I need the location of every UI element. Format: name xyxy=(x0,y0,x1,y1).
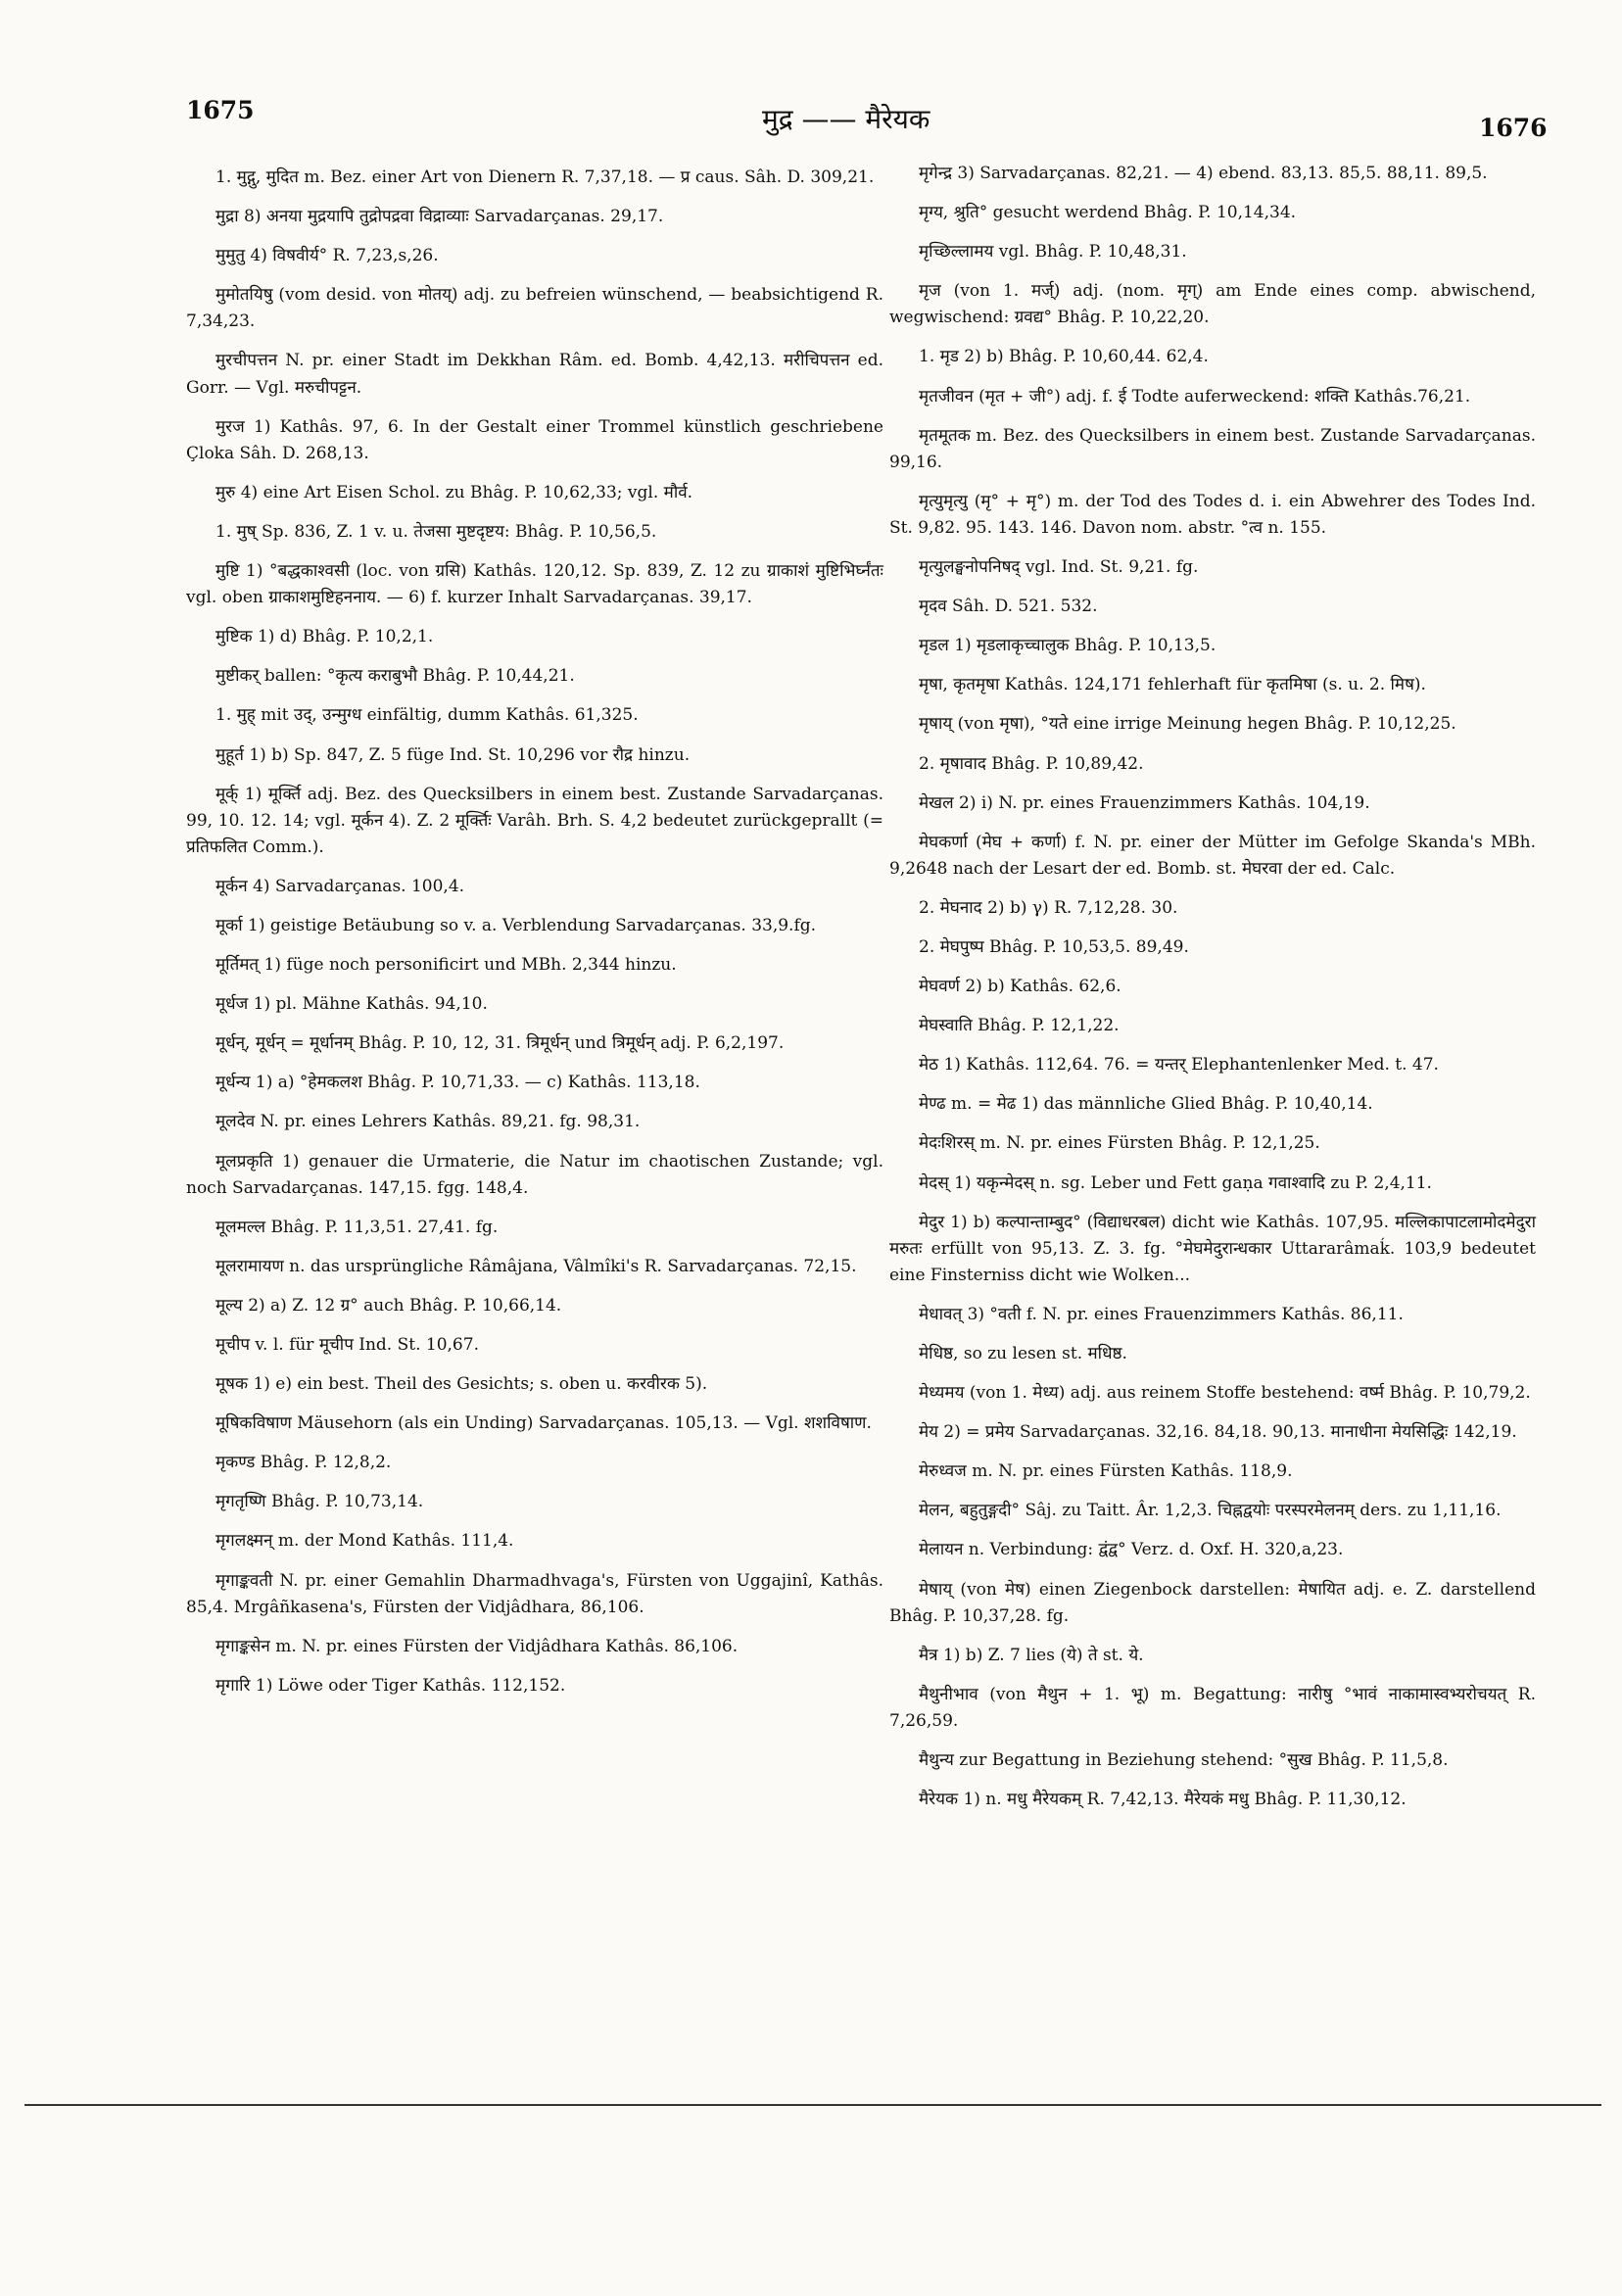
dictionary-entry: मूचीप v. l. für मूचीप Ind. St. 10,67. xyxy=(215,1335,479,1355)
dictionary-entry: मृषाय् (von मृषा), °यते eine irrige Meinung hegen Bhâg. P. 10,12,25. xyxy=(919,714,1456,735)
dictionary-entry: मूलरामायण n. das ursprüngliche Râmâjana, Vâlmîki's R. Sarvadarçanas. 72,15. xyxy=(215,1256,857,1276)
dictionary-entry: मैथुनीभाव (von मैथुन + 1. भू) m. Begattung: नारीषु °भावं नाकामास्वभ्यरोचयत् R. 7,26,59. xyxy=(889,1684,1536,1731)
dictionary-entry: मुरज 1) Kathâs. 97, 6. In der Gestalt einer Trommel künstlich geschriebene Çloka Sâh. D. 268,13. xyxy=(186,416,883,463)
dictionary-entry: मृतजीवन (मृत + जी°) adj. f. ई Todte auferweckend: शक्ति Kathâs.76,21. xyxy=(919,386,1471,407)
dictionary-entry: मूर्तिमत् 1) füge noch personificirt und MBh. 2,344 hinzu. xyxy=(215,955,677,976)
dictionary-entry: मेघवर्ण 2) b) Kathâs. 62,6. xyxy=(919,977,1121,997)
dictionary-entry: मूर्धन्, मूर्धन् = मूर्धानम् Bhâg. P. 10, 12, 31. त्रिमूर्धन् und त्रिमूर्धन् adj. P. 6,2,197. xyxy=(215,1033,785,1054)
dictionary-entry: 2. मेघनाद 2) b) γ) R. 7,12,28. 30. xyxy=(919,897,1178,918)
dictionary-entry: मुष्टीकर् ballen: °कृत्य कराबुभौ Bhâg. P. 10,44,21. xyxy=(215,666,575,687)
dictionary-entry: मेषाय् (von मेष) einen Ziegenbock darstellen: मेषायित adj. e. Z. darstellend Bhâg. P. 10,37,28. fg. xyxy=(889,1579,1536,1626)
dictionary-entry: 1. मुष् Sp. 836, Z. 1 v. u. तेजसा मुष्टदृष्टय: Bhâg. P. 10,56,5. xyxy=(215,521,657,542)
dictionary-entry: मृगारि 1) Löwe oder Tiger Kathâs. 112,152. xyxy=(215,1675,566,1696)
dictionary-entry: मेधिष्ठ, so zu lesen st. मधिष्ठ. xyxy=(919,1344,1127,1363)
dictionary-entry: मृगेन्द्र 3) Sarvadarçanas. 82,21. — 4) ebend. 83,13. 85,5. 88,11. 89,5. xyxy=(919,164,1488,183)
dictionary-entry: मूलप्रकृति 1) genauer die Urmaterie, die Natur im chaotischen Zustande; vgl. noch Sarvadarçanas. 147,15. fgg. 148,4. xyxy=(186,1151,883,1198)
right-column xyxy=(889,161,1536,1826)
dictionary-entry: मृत्युमृत्यु (मृ° + मृ°) m. der Tod des Todes d. i. ein Abwehrer des Todes Ind. St. 9,82. 95. 143. 146. Davon nom. abstr. °त्व n. 155. xyxy=(889,491,1536,538)
dictionary-entry: मृगलक्ष्मन् m. der Mond Kathâs. 111,4. xyxy=(215,1531,514,1552)
dictionary-entry: मुष्टि 1) °बद्धकाश्वसी (loc. von ग्रसि) Kathâs. 120,12. Sp. 839, Z. 12 zu ग्राकाशं मुष्टिभिर्घ्नंतः vgl. oben ग्राकाशमुष्टिहननाय. — 6) f. kurzer Inhalt Sarvadarçanas. 39,17. xyxy=(186,561,883,608)
dictionary-entry: मूषक 1) e) ein best. Theil des Gesichts; s. oben u. करवीरक 5). xyxy=(215,1374,708,1395)
dictionary-entry: 2. मृषावाद Bhâg. P. 10,89,42. xyxy=(919,753,1144,774)
dictionary-entry: मुमुतु 4) विषवीर्य° R. 7,23,s,26. xyxy=(215,246,439,266)
dictionary-entry: मुरचीपत्तन N. pr. einer Stadt im Dekkhan Râm. ed. Bomb. 4,42,13. मरीचिपत्तन ed. Gorr. — Vgl. मरुचीपट्टन. xyxy=(186,351,883,398)
right-page-number: 1676 xyxy=(1479,114,1548,142)
dictionary-entry: मेध्यमय (von 1. मेध्य) adj. aus reinem Stoffe bestehend: वर्ष्म Bhâg. P. 10,79,2. xyxy=(919,1383,1531,1404)
dictionary-entry: मूषिकविषाण Mäusehorn (als ein Unding) Sarvadarçanas. 105,13. — Vgl. शशविषाण. xyxy=(215,1413,872,1434)
left-page-number: 1675 xyxy=(186,96,255,124)
footer-rule xyxy=(24,2104,1601,2106)
dictionary-entry: मूर्धन्य 1) a) °हेमकलश Bhâg. P. 10,71,33. — c) Kathâs. 113,18. xyxy=(215,1073,700,1093)
dictionary-entry: मेदस् 1) यकृन्मेदस् n. sg. Leber und Fett gaṇa गवाश्वादि zu P. 2,4,11. xyxy=(919,1172,1432,1193)
dictionary-entry: मैथुन्य zur Begattung in Beziehung stehend: °सुख Bhâg. P. 11,5,8. xyxy=(919,1750,1449,1771)
dictionary-entry: मेदुर 1) b) कल्पान्ताम्बुद° (विद्याधरबल) dicht wie Kathâs. 107,95. मल्लिकापाटलामोदमेदुरा मरुतः erfüllt von 95,13. Z. 3. fg. °मेघमेदुरान्धकार Uttararâmaḱ. 103,9 bedeutet eine Finsterniss dicht wie Wolken... xyxy=(889,1212,1536,1285)
dictionary-entry: मुद्रा 8) अनया मुद्रयापि तुद्रोपद्रवा विद्राव्याः Sarvadarçanas. 29,17. xyxy=(215,207,664,227)
dictionary-entry: मुमोतयिषु (vom desid. von मोतय्) adj. zu befreien wünschend, — beabsichtigend R. 7,34,23. xyxy=(186,285,883,332)
dictionary-entry: मेलन, बहुतुङ्गदी° Sâj. zu Taitt. Âr. 1,2,3. चिह्नद्वयोः परस्परमेलनम् ders. zu 1,11,16. xyxy=(919,1501,1502,1521)
dictionary-entry: मुष्टिक 1) d) Bhâg. P. 10,2,1. xyxy=(215,627,434,647)
dictionary-entry: मृत्युलङ्घनोपनिषद् vgl. Ind. St. 9,21. fg. xyxy=(919,557,1199,578)
dictionary-entry: मृज (von 1. मर्ज्) adj. (nom. मृग्) am Ende eines comp. abwischend, wegwischend: ग्रवद्य° Bhâg. P. 10,22,20. xyxy=(889,281,1536,328)
dictionary-entry: मृदव Sâh. D. 521. 532. xyxy=(919,597,1098,617)
dictionary-entry: मृगतृष्णि Bhâg. P. 10,73,14. xyxy=(215,1492,424,1512)
dictionary-entry: मृडल 1) मृडलाकृच्चालुक Bhâg. P. 10,13,5. xyxy=(919,636,1216,656)
dictionary-entry: मेघकर्णा (मेघ + कर्णा) f. N. pr. einer der Mütter im Gefolge Skanda's MBh. 9,2648 nach der Lesart der ed. Bomb. st. मेघरवा der ed. Calc. xyxy=(889,832,1536,879)
dictionary-entry: 2. मेघपुष्प Bhâg. P. 10,53,5. 89,49. xyxy=(919,936,1189,957)
dictionary-entry: मृषा, कृतमृषा Kathâs. 124,171 fehlerhaft für कृतमिषा (s. u. 2. मिष). xyxy=(919,675,1426,695)
dictionary-entry: मूर्क् 1) मूर्क्ति adj. Bez. des Quecksilbers in einem best. Zustande Sarvadarçanas. 99, 10. 12. 14; vgl. मूर्कन 4). Z. 2 मूर्क्तिः Varâh. Brh. S. 4,2 bedeutet zurückgeprallt (= प्रतिफलित Comm.). xyxy=(186,784,883,857)
left-column xyxy=(186,165,883,1712)
dictionary-entry: मुरु 4) eine Art Eisen Schol. zu Bhâg. P. 10,62,33; vgl. मौर्व. xyxy=(215,482,693,502)
dictionary-entry: मूर्का 1) geistige Betäubung so v. a. Verblendung Sarvadarçanas. 33,9.fg. xyxy=(215,915,817,935)
running-head: मुद्र —— मैरेयक xyxy=(762,103,930,135)
dictionary-entry: मूर्कन 4) Sarvadarçanas. 100,4. xyxy=(215,876,465,896)
dictionary-entry: मेरुध्वज m. N. pr. eines Fürsten Kathâs. 118,9. xyxy=(919,1461,1293,1482)
dictionary-entry: मेठ 1) Kathâs. 112,64. 76. = यन्तर् Elephantenlenker Med. t. 47. xyxy=(919,1055,1439,1076)
dictionary-entry: मूलमल्ल Bhâg. P. 11,3,51. 27,41. fg. xyxy=(215,1217,499,1237)
dictionary-entry: मृगाङ्कसेन m. N. pr. eines Fürsten der Vidjâdhara Kathâs. 86,106. xyxy=(215,1636,739,1656)
dictionary-entry: मुहूर्त 1) b) Sp. 847, Z. 5 füge Ind. St. 10,296 vor रौद्र hinzu. xyxy=(215,744,691,765)
dictionary-entry: मेदःशिरस् m. N. pr. eines Fürsten Bhâg. P. 12,1,25. xyxy=(919,1133,1320,1154)
dictionary-entry: मेघस्वाति Bhâg. P. 12,1,22. xyxy=(919,1016,1120,1036)
dictionary-entry: मृकण्ड Bhâg. P. 12,8,2. xyxy=(215,1453,392,1473)
dictionary-entry: मृतमूतक m. Bez. des Quecksilbers in einem best. Zustande Sarvadarçanas. 99,16. xyxy=(889,425,1536,472)
dictionary-entry: मृग्य, श्रुति° gesucht werdend Bhâg. P. 10,14,34. xyxy=(919,203,1297,223)
dictionary-entry: मूल्य 2) a) Z. 12 ग्र° auch Bhâg. P. 10,66,14. xyxy=(215,1295,562,1315)
dictionary-entry: मूर्धज 1) pl. Mähne Kathâs. 94,10. xyxy=(215,994,488,1015)
dictionary-entry: मूलदेव N. pr. eines Lehrers Kathâs. 89,21. fg. 98,31. xyxy=(215,1112,641,1132)
dictionary-entry: मेखल 2) i) N. pr. eines Frauenzimmers Kathâs. 104,19. xyxy=(919,792,1370,813)
dictionary-entry: मेधावत् 3) °वती f. N. pr. eines Frauenzimmers Kathâs. 86,11. xyxy=(919,1304,1404,1324)
dictionary-entry: 1. मुह् mit उद्, उन्मुग्ध einfältig, dumm Kathâs. 61,325. xyxy=(215,705,639,726)
dictionary-entry: मेलायन n. Verbindung: द्वंद्व° Verz. d. Oxf. H. 320,a,23. xyxy=(919,1540,1344,1560)
dictionary-entry: मृच्छिल्लामय vgl. Bhâg. P. 10,48,31. xyxy=(919,242,1187,263)
dictionary-entry: मैत्र 1) b) Z. 7 lies (ये) ते st. ये. xyxy=(919,1645,1144,1665)
dictionary-entry: मैरेयक 1) n. मधु मैरेयकम् R. 7,42,13. मैरेयकं मधु Bhâg. P. 11,30,12. xyxy=(919,1790,1407,1810)
dictionary-entry: मृगाङ्कवती N. pr. einer Gemahlin Dharmadhvaga's, Fürsten von Uggajinî, Kathâs. 85,4. Mrgâñkasena's, Fürsten der Vidjâdhara, 86,106. xyxy=(186,1570,883,1617)
dictionary-entry: मेय 2) = प्रमेय Sarvadarçanas. 32,16. 84,18. 90,13. मानाधीना मेयसिद्धिः 142,19. xyxy=(919,1422,1517,1443)
dictionary-entry: 1. मुद्गु, मुदित m. Bez. einer Art von Dienern R. 7,37,18. — प्र caus. Sâh. D. 309,21. xyxy=(215,167,875,187)
dictionary-entry: मेण्ढ m. = मेढ 1) das männliche Glied Bhâg. P. 10,40,14. xyxy=(919,1094,1373,1115)
dictionary-entry: 1. मृड 2) b) Bhâg. P. 10,60,44. 62,4. xyxy=(919,347,1209,367)
